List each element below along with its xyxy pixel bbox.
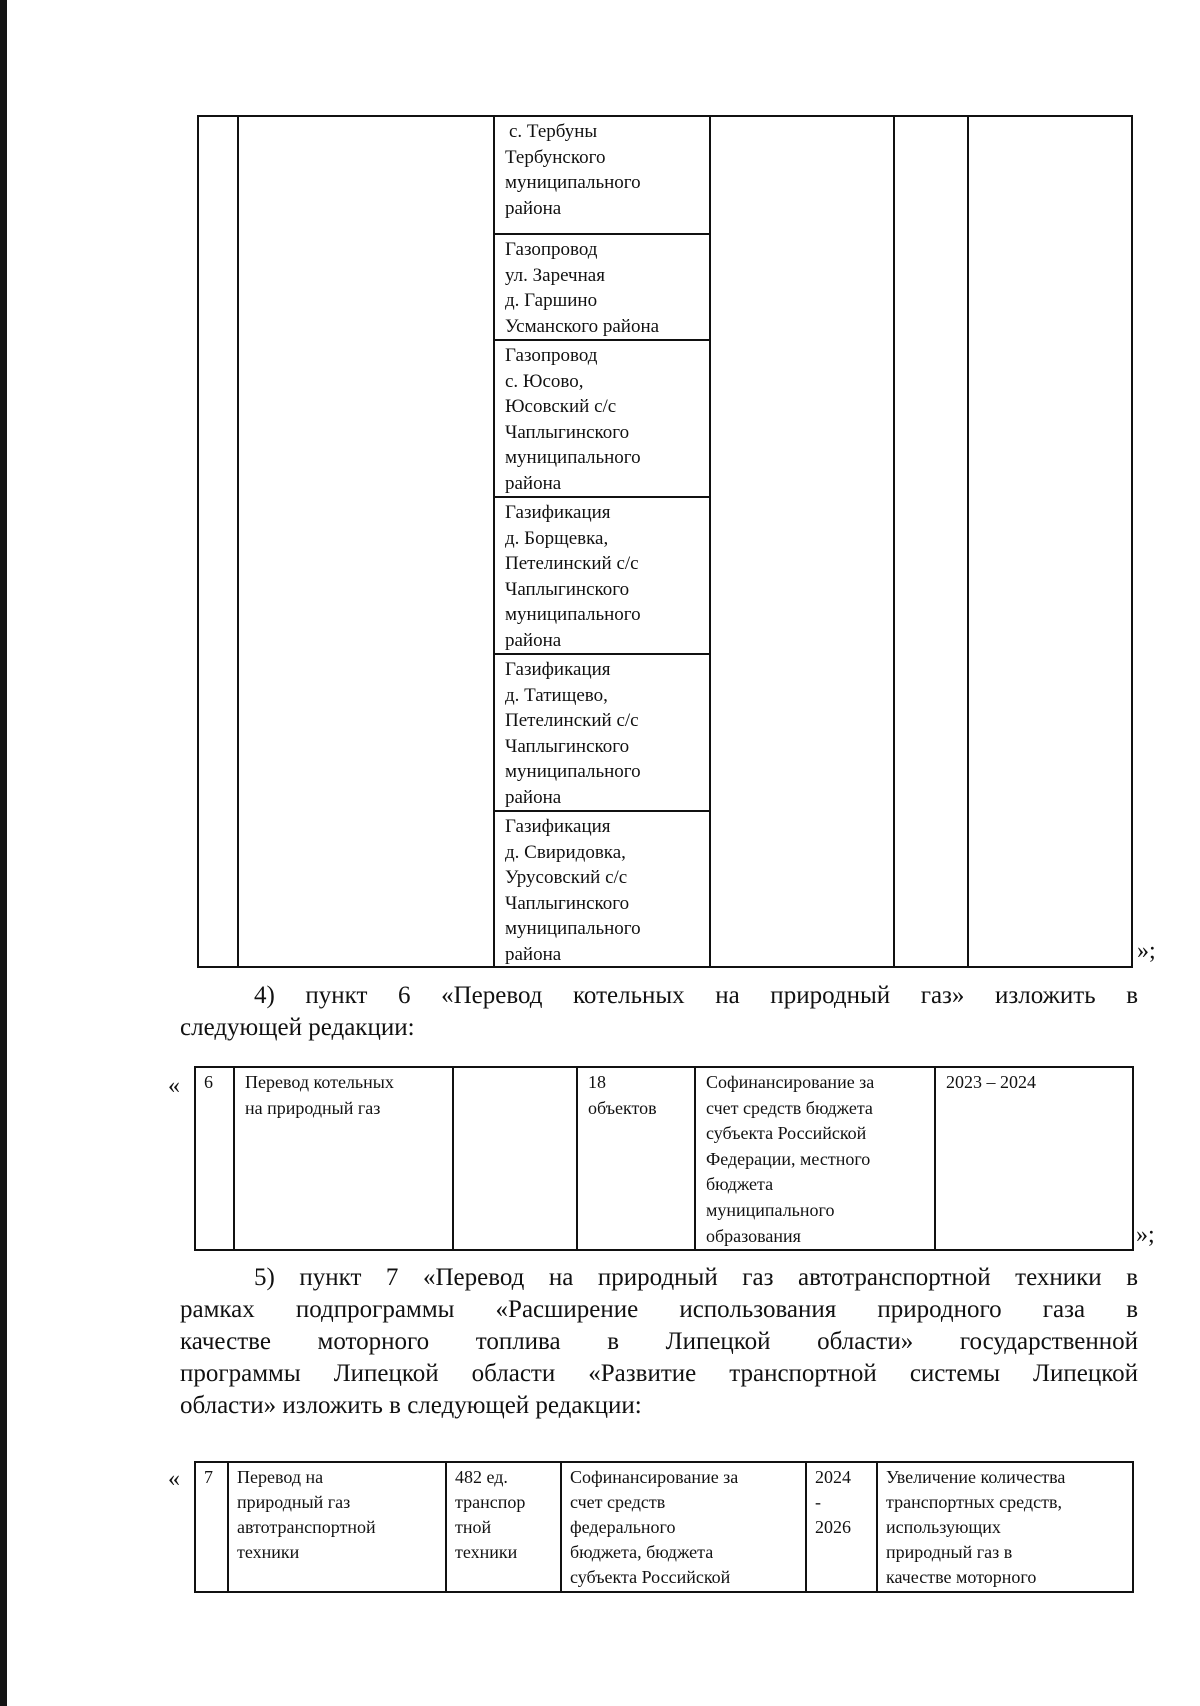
closing-quote: »; — [1136, 1222, 1155, 1248]
opening-quote: « — [168, 1466, 180, 1492]
table3-result-cell — [877, 1462, 1133, 1592]
cell-line: транспортных средств, — [886, 1492, 1062, 1512]
cell-line: Федерации, местного — [706, 1148, 871, 1169]
object-line: Юсовский с/с — [505, 396, 617, 418]
table2-quantity-cell — [577, 1067, 695, 1250]
object-line: Газопровод — [505, 345, 598, 366]
paragraph-5 — [180, 1262, 1138, 1422]
paragraph-line: области» изложить в следующей редакции: — [180, 1392, 642, 1419]
cell-line: 482 ед. — [455, 1467, 508, 1487]
object-line: Чаплыгинского — [505, 892, 630, 914]
table2-period-cell — [935, 1067, 1133, 1250]
cell-line: бюджета, бюджета — [570, 1542, 714, 1562]
table2-empty-cell — [453, 1067, 577, 1250]
table1-name-cell — [238, 116, 494, 967]
table3-period-cell — [806, 1462, 877, 1592]
object-line: с. Юсово, — [505, 370, 584, 392]
paragraph-line: программы Липецкой области «Развитие транспортной системы Липецкой — [180, 1360, 1138, 1387]
cell-line: на природный газ — [245, 1097, 381, 1118]
table1-result-cell — [968, 116, 1132, 967]
object-line: муниципального — [505, 447, 641, 469]
cell-line: техники — [237, 1542, 300, 1562]
table2-number-cell — [195, 1067, 234, 1250]
object-line: д. Борщевка, — [505, 527, 609, 549]
vehicle-conversion-table — [194, 1461, 1134, 1593]
cell-line: качестве моторного — [886, 1567, 1037, 1587]
cell-line: бюджета — [706, 1174, 774, 1195]
scan-edge — [0, 0, 7, 1706]
table3-quantity-cell — [446, 1462, 561, 1592]
object-line: района — [505, 629, 562, 651]
object-line: Усманского района — [505, 315, 660, 337]
object-line: Чаплыгинского — [505, 735, 630, 757]
cell-line: субъекта Российской — [706, 1123, 867, 1144]
opening-quote: « — [168, 1073, 180, 1099]
cell-line: 18 — [588, 1072, 606, 1092]
table1-period-cell — [894, 116, 968, 967]
cell-line: субъекта Российской — [570, 1567, 731, 1587]
cell-line: 2026 — [815, 1517, 851, 1537]
object-item — [495, 341, 709, 498]
table2-name-cell — [234, 1067, 453, 1250]
object-line: муниципального — [505, 918, 641, 940]
paragraph-line: 5) пункт 7 «Перевод на природный газ автотранспортной техники в — [254, 1264, 1138, 1291]
gas-objects-table — [197, 115, 1133, 968]
object-line: с. Тербуны — [509, 121, 598, 142]
object-line: Газификация — [505, 502, 611, 523]
cell-line: Увеличение количества — [886, 1467, 1066, 1487]
cell-line: Софинансирование за — [706, 1072, 875, 1092]
cell-line: использующих — [886, 1517, 1001, 1537]
cell-line: 2024 — [815, 1467, 851, 1487]
cell-line: природный газ — [237, 1492, 351, 1512]
cell-line: Софинансирование за — [570, 1467, 739, 1487]
object-line: д. Свиридовка, — [505, 841, 626, 863]
object-line: Чаплыгинского — [505, 421, 630, 443]
object-line: района — [505, 197, 562, 219]
object-line: Петелинский с/с — [505, 553, 639, 575]
object-item — [495, 655, 709, 812]
object-line: д. Гаршино — [505, 290, 598, 312]
cell-line: 2023 – 2024 — [946, 1072, 1036, 1092]
table3-financing-cell — [561, 1462, 806, 1592]
cell-line: природный газ в — [886, 1542, 1013, 1562]
object-line: Чаплыгинского — [505, 578, 630, 600]
row-number: 7 — [204, 1467, 213, 1487]
cell-line: автотранспортной — [237, 1517, 376, 1537]
table1-quantity-cell — [710, 116, 894, 967]
object-line: Газопровод — [505, 239, 598, 260]
cell-line: счет средств бюджета — [706, 1097, 873, 1118]
paragraph-line: 4) пункт 6 «Перевод котельных на природный газ» изложить в — [254, 982, 1138, 1009]
cell-line: Перевод на — [237, 1467, 324, 1487]
object-line: Газификация — [505, 816, 611, 837]
cell-line: счет средств — [570, 1492, 666, 1512]
object-line: ул. Заречная — [505, 264, 605, 286]
object-line: района — [505, 472, 562, 494]
object-item — [495, 812, 709, 964]
cell-line: Перевод котельных — [245, 1072, 394, 1092]
object-line: Газификация — [505, 659, 611, 680]
cell-line: образования — [706, 1225, 801, 1246]
object-line: Урусовский с/с — [505, 867, 628, 889]
paragraph-line: следующей редакции: — [180, 1014, 415, 1041]
object-item — [495, 498, 709, 655]
cell-line: федерального — [570, 1517, 676, 1537]
object-line: муниципального — [505, 172, 641, 194]
object-item — [495, 117, 709, 235]
cell-line: транспор — [455, 1492, 526, 1512]
closing-quote: »; — [1137, 938, 1156, 964]
object-line: района — [505, 943, 562, 965]
object-line: Петелинский с/с — [505, 710, 639, 732]
object-line: муниципального — [505, 761, 641, 783]
table1-number-cell — [198, 116, 238, 967]
table2-financing-cell — [695, 1067, 935, 1250]
cell-line: объектов — [588, 1097, 657, 1118]
object-line: района — [505, 786, 562, 808]
cell-line: тной — [455, 1517, 492, 1537]
cell-line: техники — [455, 1542, 518, 1562]
object-line: Тербунского — [505, 146, 606, 168]
row-number: 6 — [204, 1072, 213, 1092]
object-line: д. Татищево, — [505, 684, 608, 706]
table1-objects-cell — [494, 116, 710, 967]
cell-line: - — [815, 1492, 821, 1512]
object-line: муниципального — [505, 604, 641, 626]
table3-number-cell — [195, 1462, 228, 1592]
paragraph-line: рамках подпрограммы «Расширение использования природного газа в — [180, 1296, 1138, 1323]
paragraph-line: качестве моторного топлива в Липецкой области» государственной — [180, 1328, 1138, 1355]
cell-line: муниципального — [706, 1199, 835, 1220]
boiler-conversion-table — [194, 1066, 1134, 1251]
object-item — [495, 235, 709, 341]
table3-name-cell — [228, 1462, 446, 1592]
paragraph-4 — [180, 980, 1138, 1044]
